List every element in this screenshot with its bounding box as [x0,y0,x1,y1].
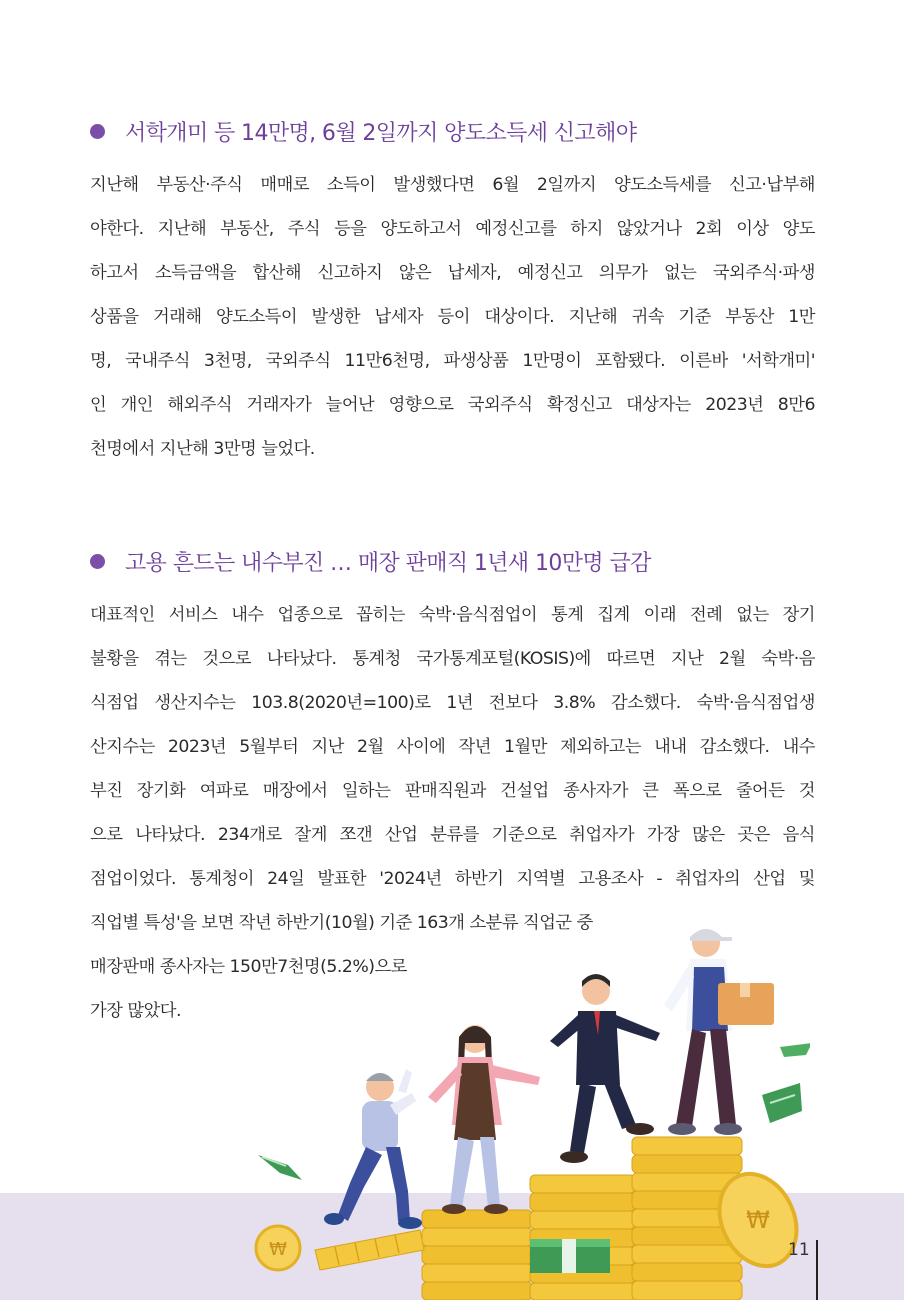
won-coin-icon [256,1226,300,1270]
banknote-icon [780,1043,810,1057]
section-2-line: 불황을 겪는 것으로 나타났다. 통계청 국가통계포털(KOSIS)에 따르면 지난 2월 숙박·음 [90,649,815,669]
section-1-title: 서학개미 등 14만명, 6월 2일까지 양도소득세 신고해야 [125,120,637,146]
svg-text:₩: ₩ [269,1239,287,1260]
workers-on-coins-illustration [240,915,810,1300]
section-2-line: 대표적인 서비스 내수 업종으로 꼽히는 숙박·음식점업이 통계 집계 이래 전례 없는 장기 [90,605,815,625]
section-2-line: 가장 많았다. [90,1001,181,1021]
svg-text:₩: ₩ [746,1206,770,1234]
section-2-line: 식점업 생산지수는 103.8(2020년=100)로 1년 전보다 3.8% 감소했다. 숙박·음식점업생 [90,693,815,713]
banknote-icon [258,1155,302,1180]
person-delivery-man [664,929,774,1135]
section-1-line: 인 개인 해외주식 거래자가 늘어난 영향으로 국외주식 확정신고 대상자는 2023년 8만6 [90,395,815,415]
section-2-line: 으로 나타났다. 234개로 잘게 쪼갠 산업 분류를 기준으로 취업자가 가장 많은 곳은 음식 [90,825,815,845]
person-elderly-man [324,1069,422,1229]
section-1-line: 지난해 부동산·주식 매매로 소득이 발생했다면 6월 2일까지 양도소득세를 신고·납부해 [90,175,815,195]
section-2-line: 산지수는 2023년 5월부터 지난 2월 사이에 작년 1월만 제외하고는 내내 감소했다. 내수 [90,737,815,757]
section-2-line: 부진 장기화 여파로 매장에서 일하는 판매직원과 건설업 종사자가 큰 폭으로 줄어든 것 [90,781,815,801]
section-1-line: 천명에서 지난해 3만명 늘었다. [90,439,315,459]
section-1-line: 상품을 거래해 양도소득이 발생한 납세자 등이 대상이다. 지난해 귀속 기준 부동산 1만 [90,307,815,327]
section-2-line: 매장판매 종사자는 150만7천명(5.2%)으로 [90,957,407,977]
banknote-icon [762,1083,802,1123]
section-2-heading [90,541,651,581]
section-1-line: 하고서 소득금액을 합산해 신고하지 않은 납세자, 예정신고 의무가 없는 국외주식·파생 [90,263,815,283]
section-2-line: 점업이었다. 통계청이 24일 발표한 '2024년 하반기 지역별 고용조사 - 취업자의 산업 및 [90,869,815,889]
person-man-suit [550,974,660,1163]
bullet-icon [90,554,105,569]
coin-roll [315,1230,424,1270]
section-2-title: 고용 흔드는 내수부진 … 매장 판매직 1년새 10만명 급감 [125,550,651,576]
coin-stack [422,1210,532,1300]
person-woman-apron [428,1025,540,1214]
coin-stack [530,1175,635,1300]
section-1-line: 명, 국내주식 3천명, 국외주식 11만6천명, 파생상품 1만명이 포함됐다. 이른바 '서학개미' [90,351,815,371]
section-1-heading [90,111,636,151]
section-1-line: 야한다. 지난해 부동산, 주식 등을 양도하고서 예정신고를 하지 않았거나 2회 이상 양도 [90,219,815,239]
page-number-rule [816,1240,818,1300]
cash-bundle-icon [530,1239,610,1273]
page-number: 11 [788,1240,810,1260]
bullet-icon [90,124,105,139]
section-2-line: 직업별 특성'을 보면 작년 하반기(10월) 기준 163개 소분류 직업군 중 [90,913,593,933]
